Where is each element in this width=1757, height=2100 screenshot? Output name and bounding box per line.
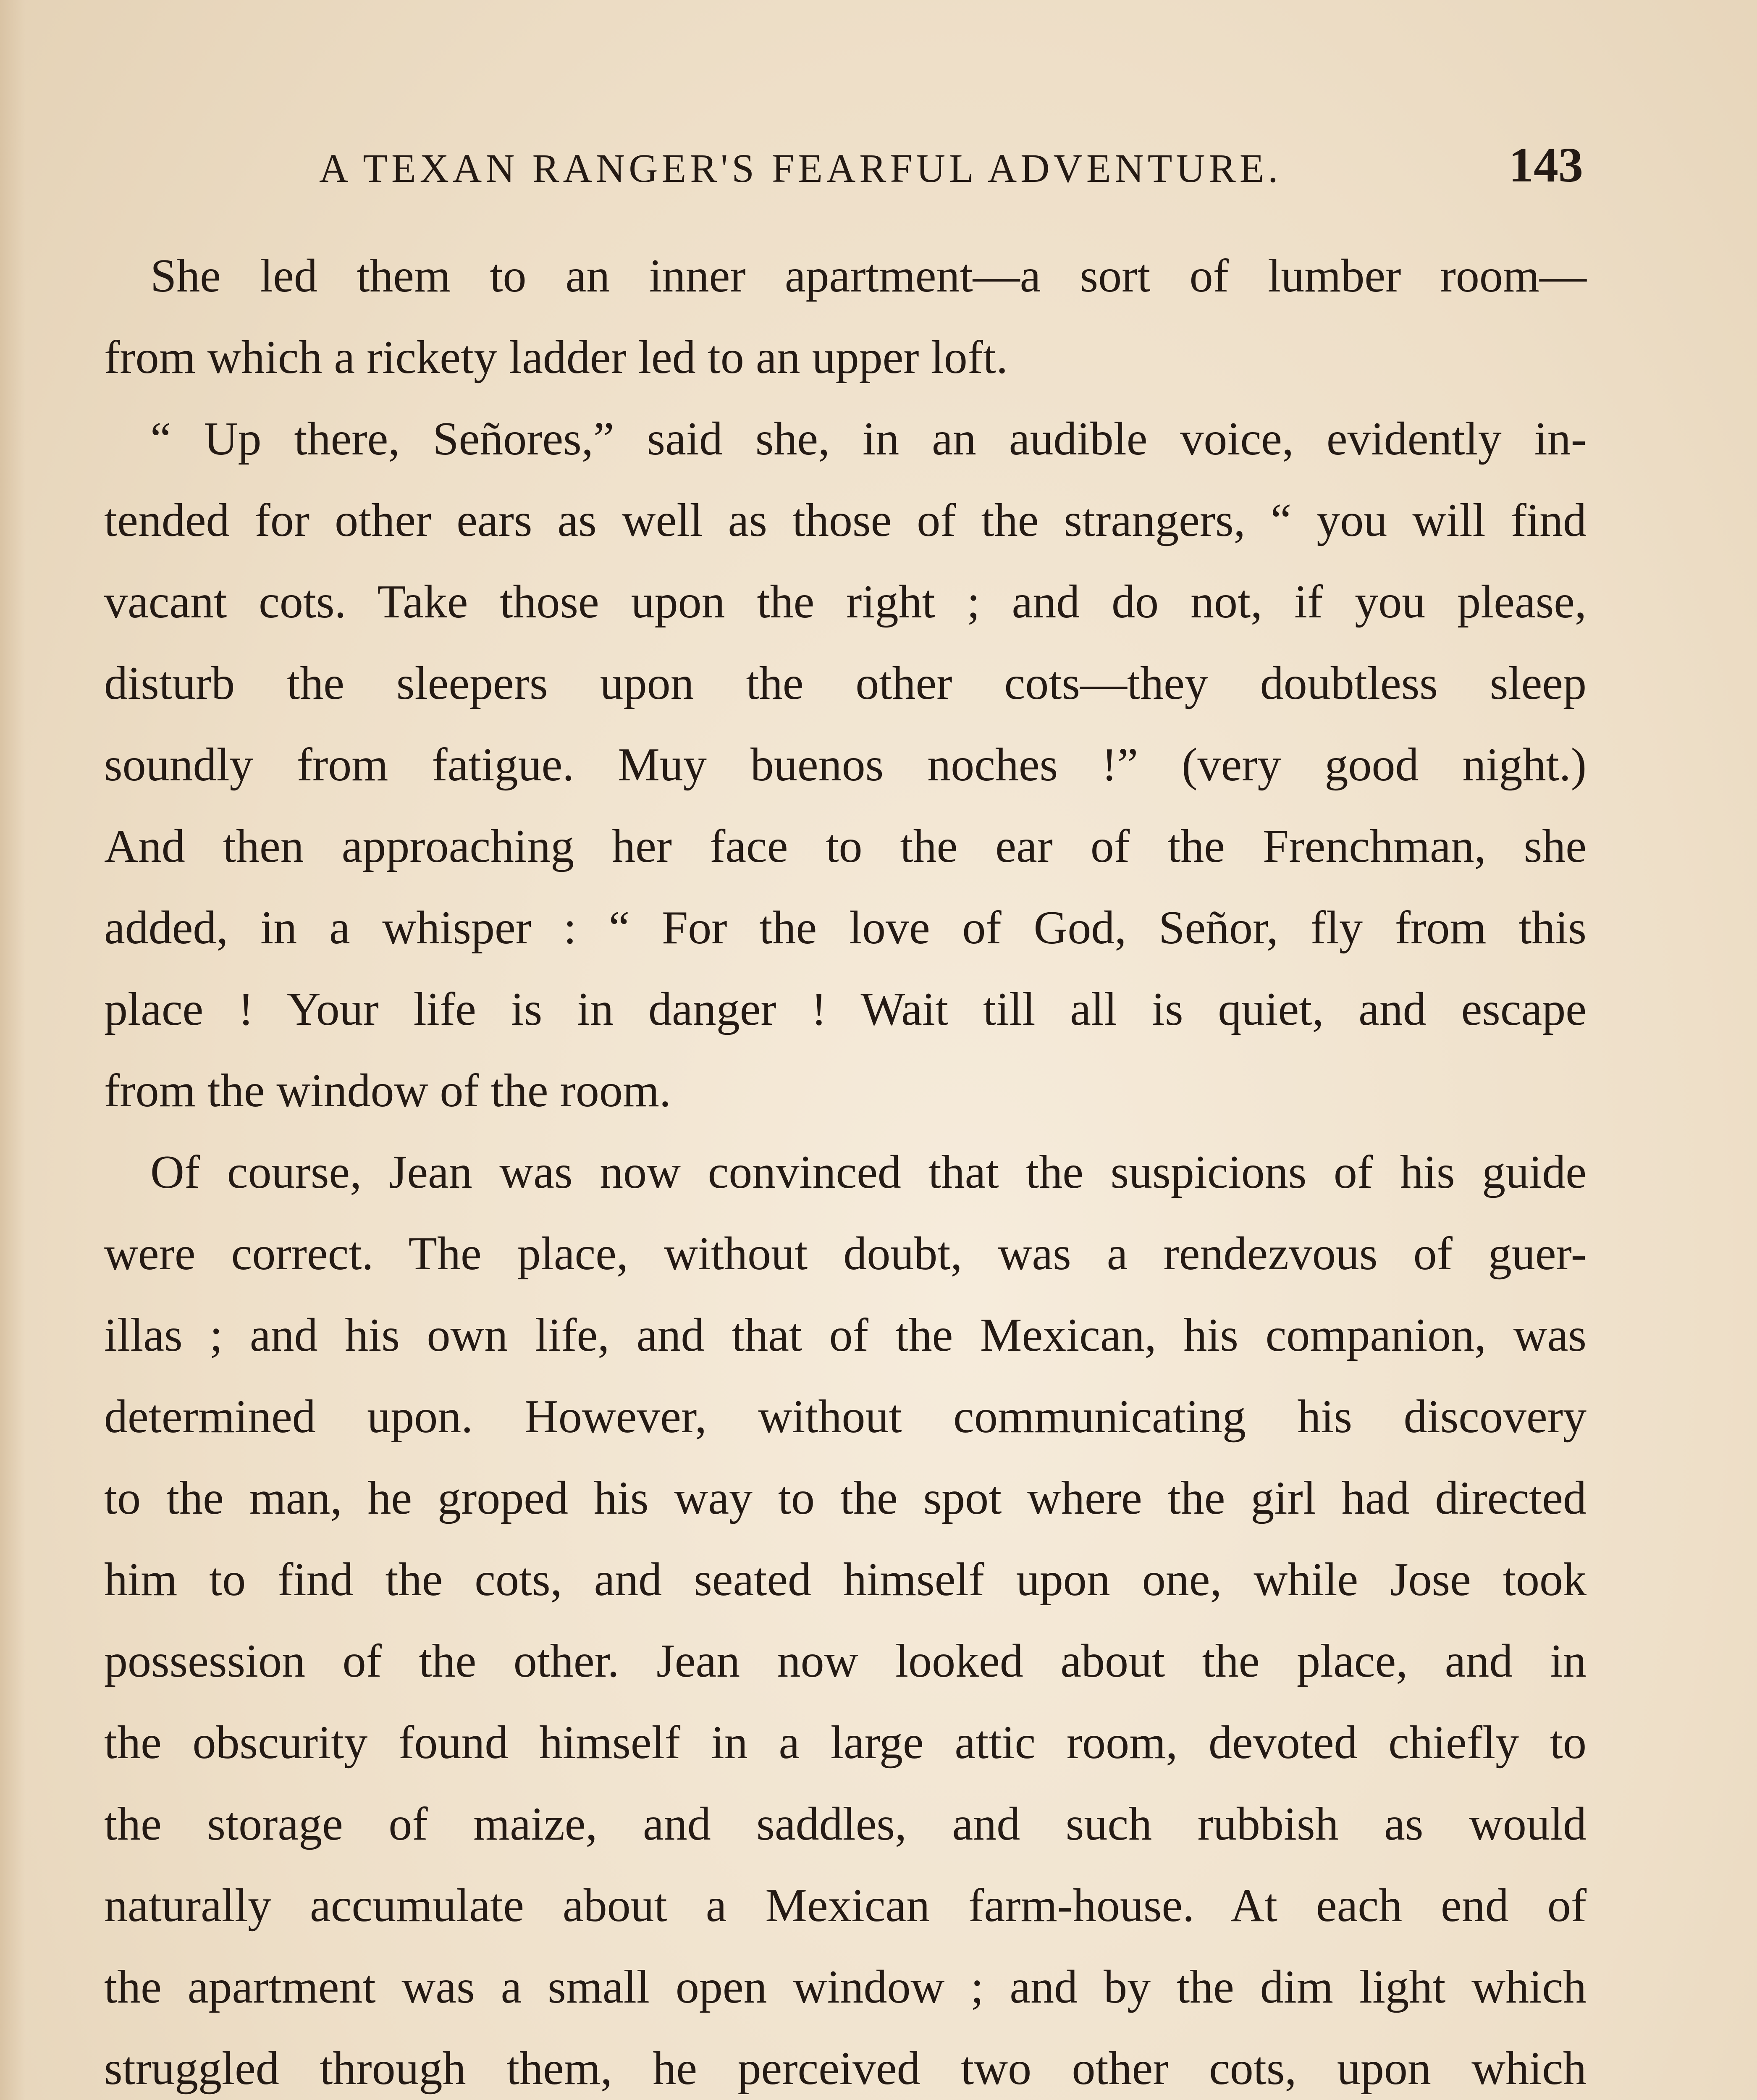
text-line: to the man, he groped his way to the spot where the girl had directed xyxy=(104,1472,1587,1524)
page-edge-shadow xyxy=(0,0,25,2100)
text-line: And then approaching her face to the ear of the Frenchman, she xyxy=(104,820,1587,872)
running-head: A TEXAN RANGER'S FEARFUL ADVENTURE. xyxy=(319,146,1282,191)
text-line: the storage of maize, and saddles, and such rubbish as would xyxy=(104,1798,1587,1850)
text-line: the apartment was a small open window ; and by the dim light which xyxy=(104,1961,1587,2013)
text-line: place ! Your life is in danger ! Wait till all is quiet, and escape xyxy=(104,983,1587,1035)
text-line: naturally accumulate about a Mexican farm-house. At each end of xyxy=(104,1880,1587,1932)
text-line: from which a rickety ladder led to an upper loft. xyxy=(104,331,1008,383)
text-line: tended for other ears as well as those of the strangers, “ you will find xyxy=(104,494,1587,546)
text-line: illas ; and his own life, and that of the Mexican, his companion, was xyxy=(104,1309,1587,1361)
text-line: Of course, Jean was now convinced that the suspicions of his guide xyxy=(150,1146,1587,1198)
text-line: were correct. The place, without doubt, was a rendezvous of guer- xyxy=(104,1228,1587,1280)
text-line: disturb the sleepers upon the other cots—they doubtless sleep xyxy=(104,657,1587,709)
page-number: 143 xyxy=(1509,137,1583,192)
text-line: him to find the cots, and seated himself upon one, while Jose took xyxy=(104,1554,1587,1606)
text-line: from the window of the room. xyxy=(104,1065,671,1117)
text-line: “ Up there, Señores,” said she, in an audible voice, evidently in- xyxy=(150,413,1587,465)
text-line: determined upon. However, without communicating his discovery xyxy=(104,1391,1587,1443)
text-line: added, in a whisper : “ For the love of God, Señor, fly from this xyxy=(104,902,1587,954)
text-line: possession of the other. Jean now looked about the place, and in xyxy=(104,1635,1587,1687)
text-line: She led them to an inner apartment—a sort of lumber room— xyxy=(150,250,1587,302)
text-line: vacant cots. Take those upon the right ; and do not, if you please, xyxy=(104,576,1587,628)
text-line: the obscurity found himself in a large attic room, devoted chiefly to xyxy=(104,1717,1587,1769)
body-text xyxy=(104,235,1587,2100)
text-line: soundly from fatigue. Muy buenos noches !” (very good night.) xyxy=(104,739,1587,791)
text-line: struggled through them, he perceived two other cots, upon which xyxy=(104,2042,1587,2095)
